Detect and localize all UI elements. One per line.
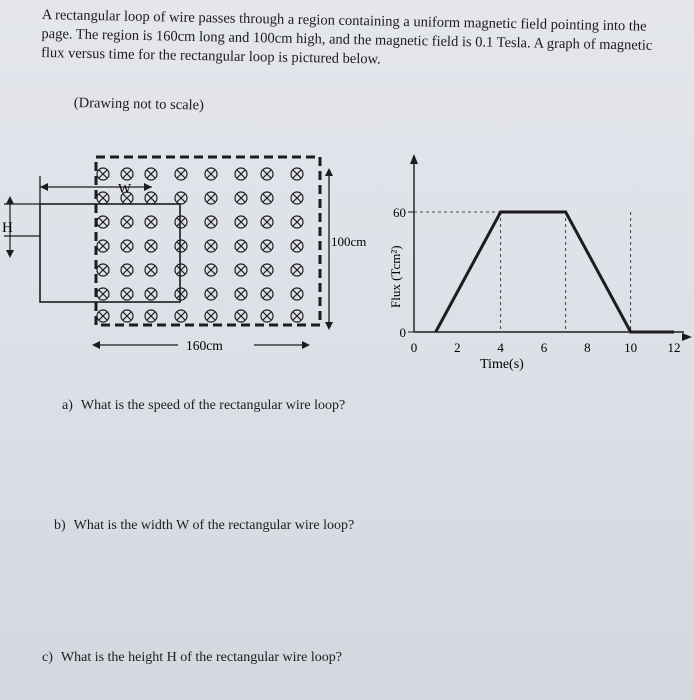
field-into-page-symbol: [261, 192, 273, 204]
field-into-page-symbol: [175, 216, 187, 228]
region-length-arrow-left: [92, 341, 100, 349]
field-into-page-symbol: [205, 264, 217, 276]
field-into-page-symbol: [97, 216, 109, 228]
field-into-page-symbol: [235, 240, 247, 252]
field-into-page-symbol: [121, 310, 133, 322]
region-height-arrow-down: [325, 322, 333, 330]
height-label: H: [2, 220, 13, 236]
field-into-page-symbol: [175, 264, 187, 276]
field-into-page-symbol: [261, 310, 273, 322]
width-arrow-right: [144, 183, 152, 191]
y-tick-label: 60: [393, 205, 406, 220]
y-axis-label: Flux (Tcm²): [388, 245, 403, 308]
x-axis-arrow: [682, 333, 692, 341]
question-b-text: What is the width W of the rectangular wire loop?: [73, 518, 355, 533]
field-into-page-symbol: [97, 264, 109, 276]
field-into-page-symbol: [261, 264, 273, 276]
question-b-letter: b): [54, 518, 66, 533]
field-into-page-symbol: [291, 264, 303, 276]
height-arrow-down: [6, 250, 14, 258]
width-label: W: [118, 182, 132, 197]
field-into-page-symbol: [261, 216, 273, 228]
region-length-arrow-right: [302, 341, 310, 349]
field-into-page-symbol: [121, 168, 133, 180]
field-into-page-symbol: [291, 310, 303, 322]
field-into-page-symbol: [145, 168, 157, 180]
question-a-text: What is the speed of the rectangular wire loop?: [80, 398, 346, 413]
field-into-page-symbol: [121, 288, 133, 300]
field-into-page-symbol: [205, 192, 217, 204]
drawing-note: (Drawing not to scale): [73, 95, 205, 114]
field-into-page-symbol: [175, 310, 187, 322]
x-tick-label: 0: [410, 340, 418, 355]
field-into-page-symbol: [175, 240, 187, 252]
field-into-page-symbol: [175, 192, 187, 204]
field-into-page-symbol: [291, 240, 303, 252]
field-into-page-symbol: [97, 240, 109, 252]
field-into-page-symbol: [205, 168, 217, 180]
field-into-page-symbol: [97, 288, 109, 300]
problem-intro: A rectangular loop of wire passes through a region containing a uniform magnetic field pointing into the page. The region is 160cm long and 100cm high, and the magnetic field is 0.1 Tesla. A graph of magnetic flux versus time for the rectangular loop is pictured below.: [40, 6, 653, 68]
field-into-page-symbol: [97, 168, 109, 180]
x-tick-label: 12: [667, 340, 681, 355]
field-into-page-symbol: [205, 288, 217, 300]
y-axis-arrow: [410, 154, 418, 164]
field-into-page-symbol: [97, 192, 109, 204]
question-c-letter: c): [42, 650, 53, 665]
field-into-page-symbol: [145, 192, 157, 204]
field-into-page-symbol: [121, 264, 133, 276]
field-into-page-symbol: [235, 288, 247, 300]
field-into-page-symbol: [145, 310, 157, 322]
x-tick-label: 6: [540, 340, 548, 355]
field-into-page-symbol: [261, 240, 273, 252]
field-into-page-symbol: [145, 240, 157, 252]
field-into-page-symbol: [261, 168, 273, 180]
field-into-page-symbol: [145, 264, 157, 276]
height-arrow-up: [6, 196, 14, 204]
field-into-page-symbol: [291, 216, 303, 228]
field-into-page-symbol: [235, 168, 247, 180]
x-tick-labels: [411, 340, 681, 355]
field-into-page-symbol: [121, 216, 133, 228]
field-into-page-symbol: [121, 240, 133, 252]
field-into-page-symbol: [291, 168, 303, 180]
region-height-arrow-up: [325, 168, 333, 176]
field-into-page-symbol: [205, 240, 217, 252]
field-into-page-symbol: [175, 168, 187, 180]
field-region-diagram: [0, 140, 380, 360]
wire-loop: [40, 204, 180, 302]
field-into-page-symbol: [97, 310, 109, 322]
field-into-page-symbol: [291, 288, 303, 300]
field-into-page-symbol: [291, 192, 303, 204]
field-into-page-symbol: [235, 216, 247, 228]
flux-time-chart: [380, 140, 694, 375]
field-into-page-symbol: [235, 310, 247, 322]
field-into-page-symbol: [235, 192, 247, 204]
question-c: [42, 650, 342, 666]
x-tick-label: 4: [497, 340, 504, 355]
field-into-page-symbol: [145, 216, 157, 228]
x-tick-label: 8: [584, 340, 591, 355]
field-into-page-symbol: [261, 288, 273, 300]
x-tick-label: 2: [454, 340, 461, 355]
width-arrow-left: [40, 183, 48, 191]
field-into-page-symbol: [235, 264, 247, 276]
field-into-page-symbol: [175, 288, 187, 300]
flux-series-line: [436, 212, 674, 332]
region-length-label: 160cm: [186, 338, 223, 353]
field-into-page-symbol: [205, 310, 217, 322]
x-axis-label: Time(s): [480, 357, 524, 372]
region-height-label: 100cm: [331, 234, 367, 249]
question-a-letter: a): [62, 398, 73, 413]
question-a: [62, 398, 345, 414]
question-c-text: What is the height H of the rectangular wire loop?: [60, 650, 342, 665]
question-b: [54, 518, 354, 534]
field-into-page-symbol: [145, 288, 157, 300]
x-tick-label: 10: [624, 340, 638, 355]
field-into-page-symbol: [205, 216, 217, 228]
y-tick-label: 0: [399, 325, 406, 340]
